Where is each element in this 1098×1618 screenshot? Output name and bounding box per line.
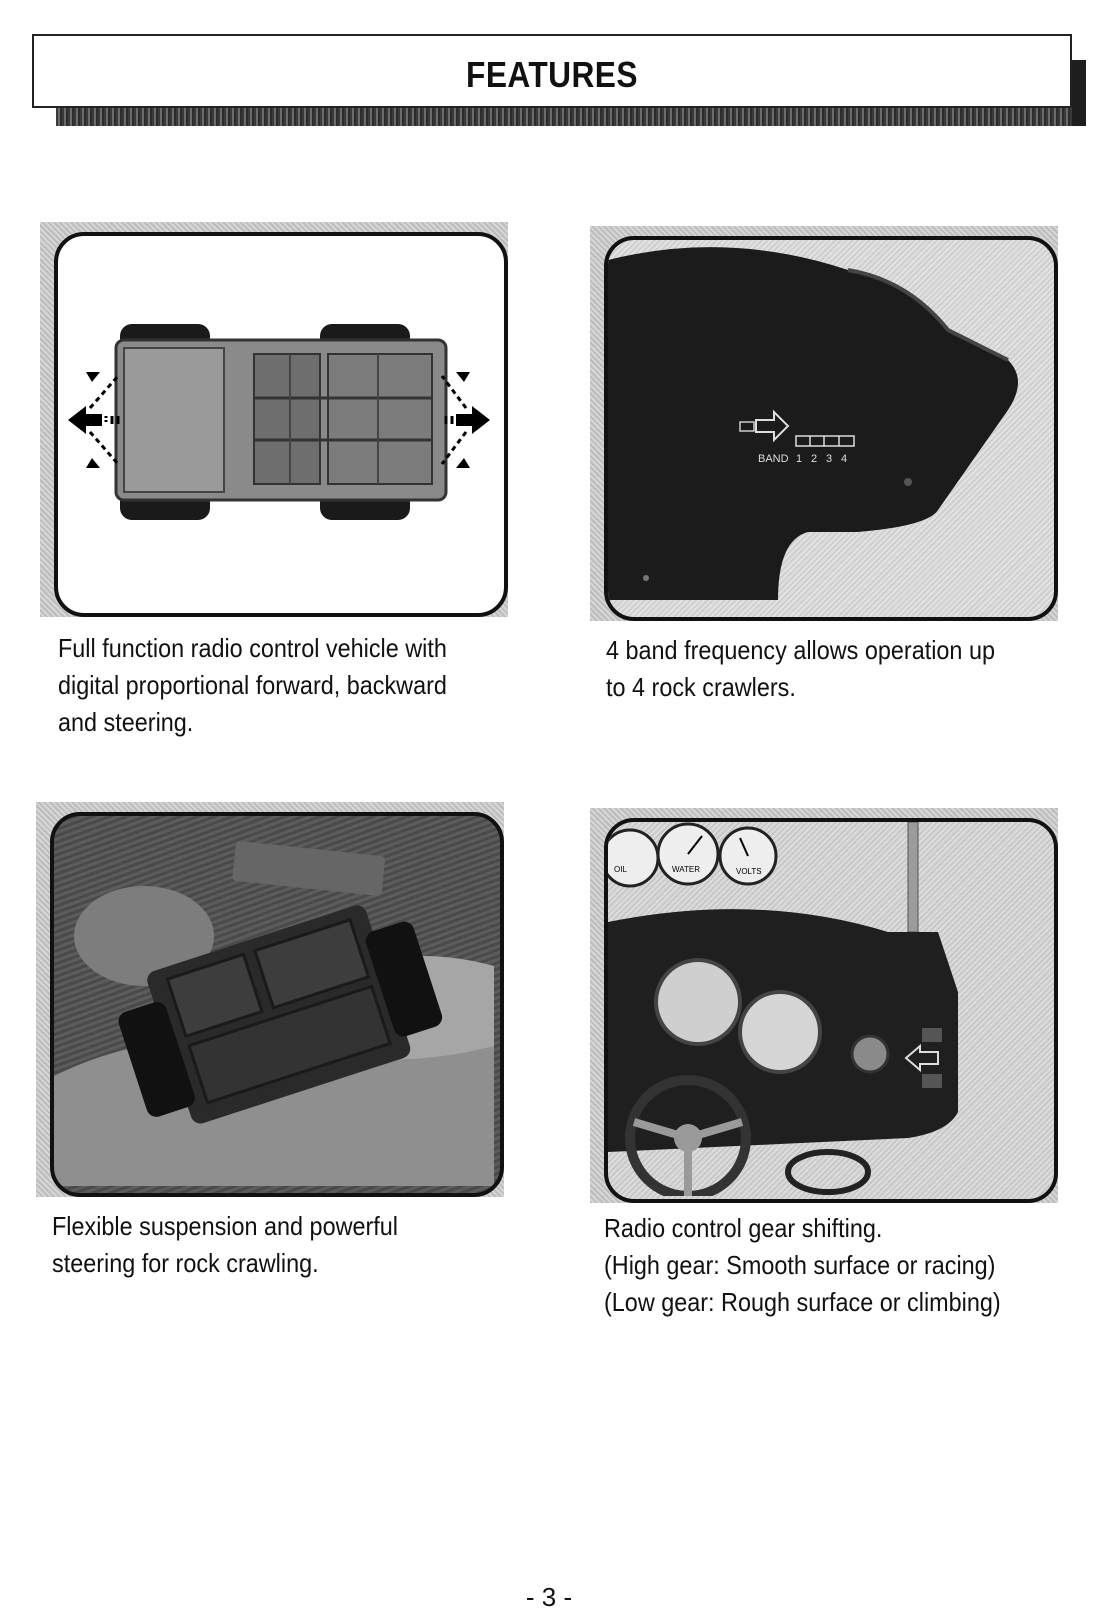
caption-line: to 4 rock crawlers. [606,672,796,702]
title-box [32,34,1072,108]
caption-line: (High gear: Smooth surface or racing) [604,1250,996,1280]
dashboard-illustration [608,822,1048,1196]
feature-image-band-selector [590,226,1058,621]
rock-crawler-photo [54,816,494,1186]
band-number: 3 [826,453,833,465]
feature-image-gear-shift [590,808,1058,1203]
feature-caption-suspension [52,1208,398,1282]
feature-image-rock-crawling [36,802,504,1197]
caption-line: and steering. [58,707,194,737]
page-number: - 3 - [525,1582,573,1612]
caption-line: 4 band frequency allows operation up [606,635,995,665]
feature-caption-radio-control [58,630,447,741]
gauge-label: OIL [614,865,627,874]
caption-line: Flexible suspension and powerful [52,1211,399,1241]
caption-line: steering for rock crawling. [52,1248,319,1278]
title-shadow-edge [1072,60,1086,126]
page-title: FEATURES [466,54,638,95]
image-frame [50,812,504,1197]
image-frame [604,236,1058,621]
band-label: BAND [758,453,789,465]
caption-line: Radio control gear shifting. [604,1213,883,1243]
caption-line: Full function radio control vehicle with [58,633,447,663]
gauge-label: WATER [672,865,700,874]
band-number: 2 [811,453,818,465]
image-frame [54,232,508,617]
band-number: 4 [841,453,848,465]
band-number: 1 [796,453,803,465]
feature-caption-band-frequency [606,632,995,706]
caption-line: (Low gear: Rough surface or climbing) [604,1287,1001,1317]
vehicle-top-view-illustration [58,236,498,603]
image-frame [604,818,1058,1203]
gauge-label: VOLTS [736,867,762,876]
caption-line: digital proportional forward, backward [58,670,447,700]
feature-image-vehicle [40,222,508,617]
transmitter-illustration [608,240,1048,600]
feature-caption-gear-shifting [604,1210,1001,1321]
